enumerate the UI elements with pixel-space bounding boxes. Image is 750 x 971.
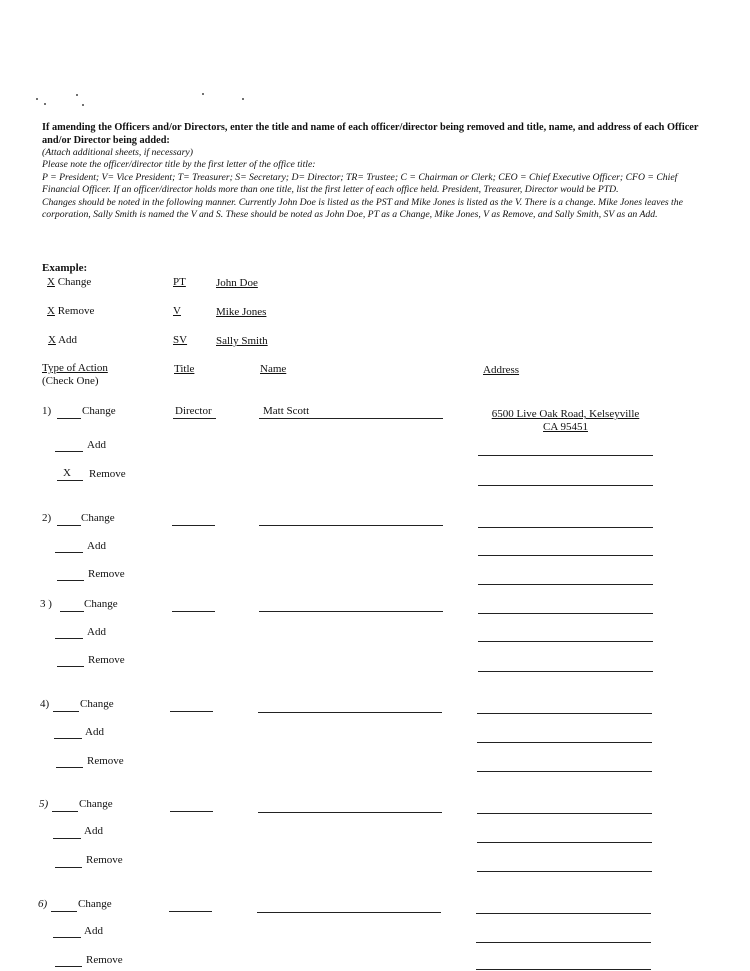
instructions [42,122,702,221]
entry-3-remove-label: Remove [88,654,125,666]
entry-3-name-line[interactable] [259,611,443,612]
example-name: Sally Smith [216,335,268,347]
entry-5-address-line[interactable] [477,813,652,814]
entry-1-remove-mark: X [63,467,71,479]
example-row [47,276,91,289]
entry-4-add-blank[interactable] [54,738,82,739]
entry-5-change-blank[interactable] [52,811,78,812]
example-action: Add [58,334,78,346]
entry-1-name[interactable]: Matt Scott [263,405,310,417]
entry-5-remove-blank[interactable] [55,867,82,868]
example-action: Change [57,276,92,288]
entry-3-title-line[interactable] [172,611,215,612]
example-title: SV [173,334,188,346]
entry-3-address-line[interactable] [478,641,653,642]
entry-3-number: 3 ) [40,598,52,610]
entry-5-remove-label: Remove [86,854,123,866]
entry-2-name-line[interactable] [259,525,443,526]
entry-6-title-line[interactable] [169,911,212,912]
example-title: PT [173,276,186,288]
entry-3-address-line[interactable] [478,671,653,672]
entry-4-change-label: Change [80,698,114,710]
entry-4-number: 4) [40,698,50,710]
type-of-action-label: Type of Action [42,362,108,374]
example-label: Example: [42,262,88,274]
entry-3-address-line[interactable] [478,613,653,614]
entry-3-remove-blank[interactable] [57,666,84,667]
entry-6-change-blank[interactable] [51,911,77,912]
change-instructions: Changes should be noted in the following manner. Currently John Doe is listed as the PST and Mike Jones is listed as the V. There is a change. Mike Jones leaves the corporation, Sally Smith is named the V and S. These should be noted as John Doe, PT as a Change, Mike Jones, V as Remove, and Sally Smith, SV as an Add. [42,196,683,221]
entry-3-change-blank[interactable] [60,611,84,612]
entry-1-address-line[interactable] [478,455,653,456]
entry-6-address-line[interactable] [476,942,651,943]
entry-1-number: 1) [42,405,52,417]
entry-3-add-blank[interactable] [55,638,83,639]
entry-2-add-blank[interactable] [55,552,83,553]
entry-6-remove-label: Remove [86,954,123,966]
example-row [42,334,77,347]
entry-6-change-label: Change [78,898,112,910]
title-abbreviations: P = President; V= Vice President; T= Treasurer; S= Secretary; D= Director; TR= Trustee; C = Chairman or Clerk; CEO = Chief Executive Officer; CFO = Chief Financial Officer. If an officer/director holds more than one title, list the first letter of each office held. President, Treasurer, Director would be PTD. [42,171,678,196]
entry-1-add-blank[interactable] [55,451,83,452]
entry-6-number: 6) [38,898,48,910]
entry-1-change-label: Change [82,405,116,417]
entry-4-name-line[interactable] [258,712,442,713]
entry-2-number: 2) [42,512,52,524]
entry-1-name-line [259,418,443,419]
entry-5-title-line[interactable] [170,811,213,812]
column-title: Title [174,363,195,375]
entry-5-change-label: Change [79,798,113,810]
entry-2-address-line[interactable] [478,555,653,556]
entry-6-name-line[interactable] [257,912,441,913]
title-note: Please note the officer/director title by the first letter of the office title: [42,159,316,171]
entry-4-remove-label: Remove [87,755,124,767]
column-name: Name [260,363,287,375]
example-action: Remove [57,305,95,317]
column-address: Address [483,364,520,376]
entry-1-change-blank[interactable] [57,418,81,419]
entry-2-change-blank[interactable] [57,525,81,526]
entry-2-remove-label: Remove [88,568,125,580]
entry-6-address-line[interactable] [476,969,651,970]
column-type-of-action [42,362,108,388]
entry-4-add-label: Add [85,726,104,738]
entry-6-address-line[interactable] [476,913,651,914]
entry-5-name-line[interactable] [258,812,442,813]
entry-5-number: 5) [39,798,49,810]
entry-2-remove-blank[interactable] [57,580,84,581]
check-one-label: (Check One) [42,375,99,387]
entry-4-address-line[interactable] [477,742,652,743]
example-title: V [173,305,181,317]
entry-4-change-blank[interactable] [53,711,79,712]
entry-1-address-line[interactable] [478,485,653,486]
entry-2-title-line[interactable] [172,525,215,526]
attach-note: (Attach additional sheets, if necessary) [42,147,193,158]
example-mark: X [47,276,55,288]
entry-5-add-blank[interactable] [53,838,81,839]
instructions-title: If amending the Officers and/or Directors, enter the title and name of each officer/director being removed and title, name, and address of each Officer and/or Director being added: [42,122,699,146]
entry-1-title[interactable]: Director [175,405,212,417]
entry-1-remove-blank[interactable] [57,480,83,481]
scan-specks [32,90,262,110]
entry-1-address-line1: 6500 Live Oak Road, Kelseyville [491,408,640,420]
entry-3-add-label: Add [87,626,106,638]
entry-1-address-line2: CA 95451 [543,421,588,433]
entry-2-address-line[interactable] [478,527,653,528]
entry-5-address-line[interactable] [477,842,652,843]
entry-5-address-line[interactable] [477,871,652,872]
entry-4-address-line[interactable] [477,713,652,714]
example-row [47,305,94,318]
example-mark: X [47,305,55,317]
entry-5-add-label: Add [84,825,103,837]
entry-4-title-line[interactable] [170,711,213,712]
entry-2-add-label: Add [87,540,106,552]
entry-2-address-line[interactable] [478,584,653,585]
example-name: Mike Jones [216,306,267,318]
entry-1-remove-label: Remove [89,468,126,480]
entry-2-change-label: Change [81,512,115,524]
entry-6-add-label: Add [84,925,103,937]
entry-1-address[interactable] [478,408,653,434]
entry-4-remove-blank[interactable] [56,767,83,768]
example-mark: X [48,334,56,346]
entry-1-add-label: Add [87,439,106,451]
entry-6-remove-blank[interactable] [55,966,82,967]
entry-1-title-line [173,418,216,419]
entry-4-address-line[interactable] [477,771,652,772]
entry-6-add-blank[interactable] [53,937,81,938]
example-name: John Doe [216,277,258,289]
entry-3-change-label: Change [84,598,118,610]
